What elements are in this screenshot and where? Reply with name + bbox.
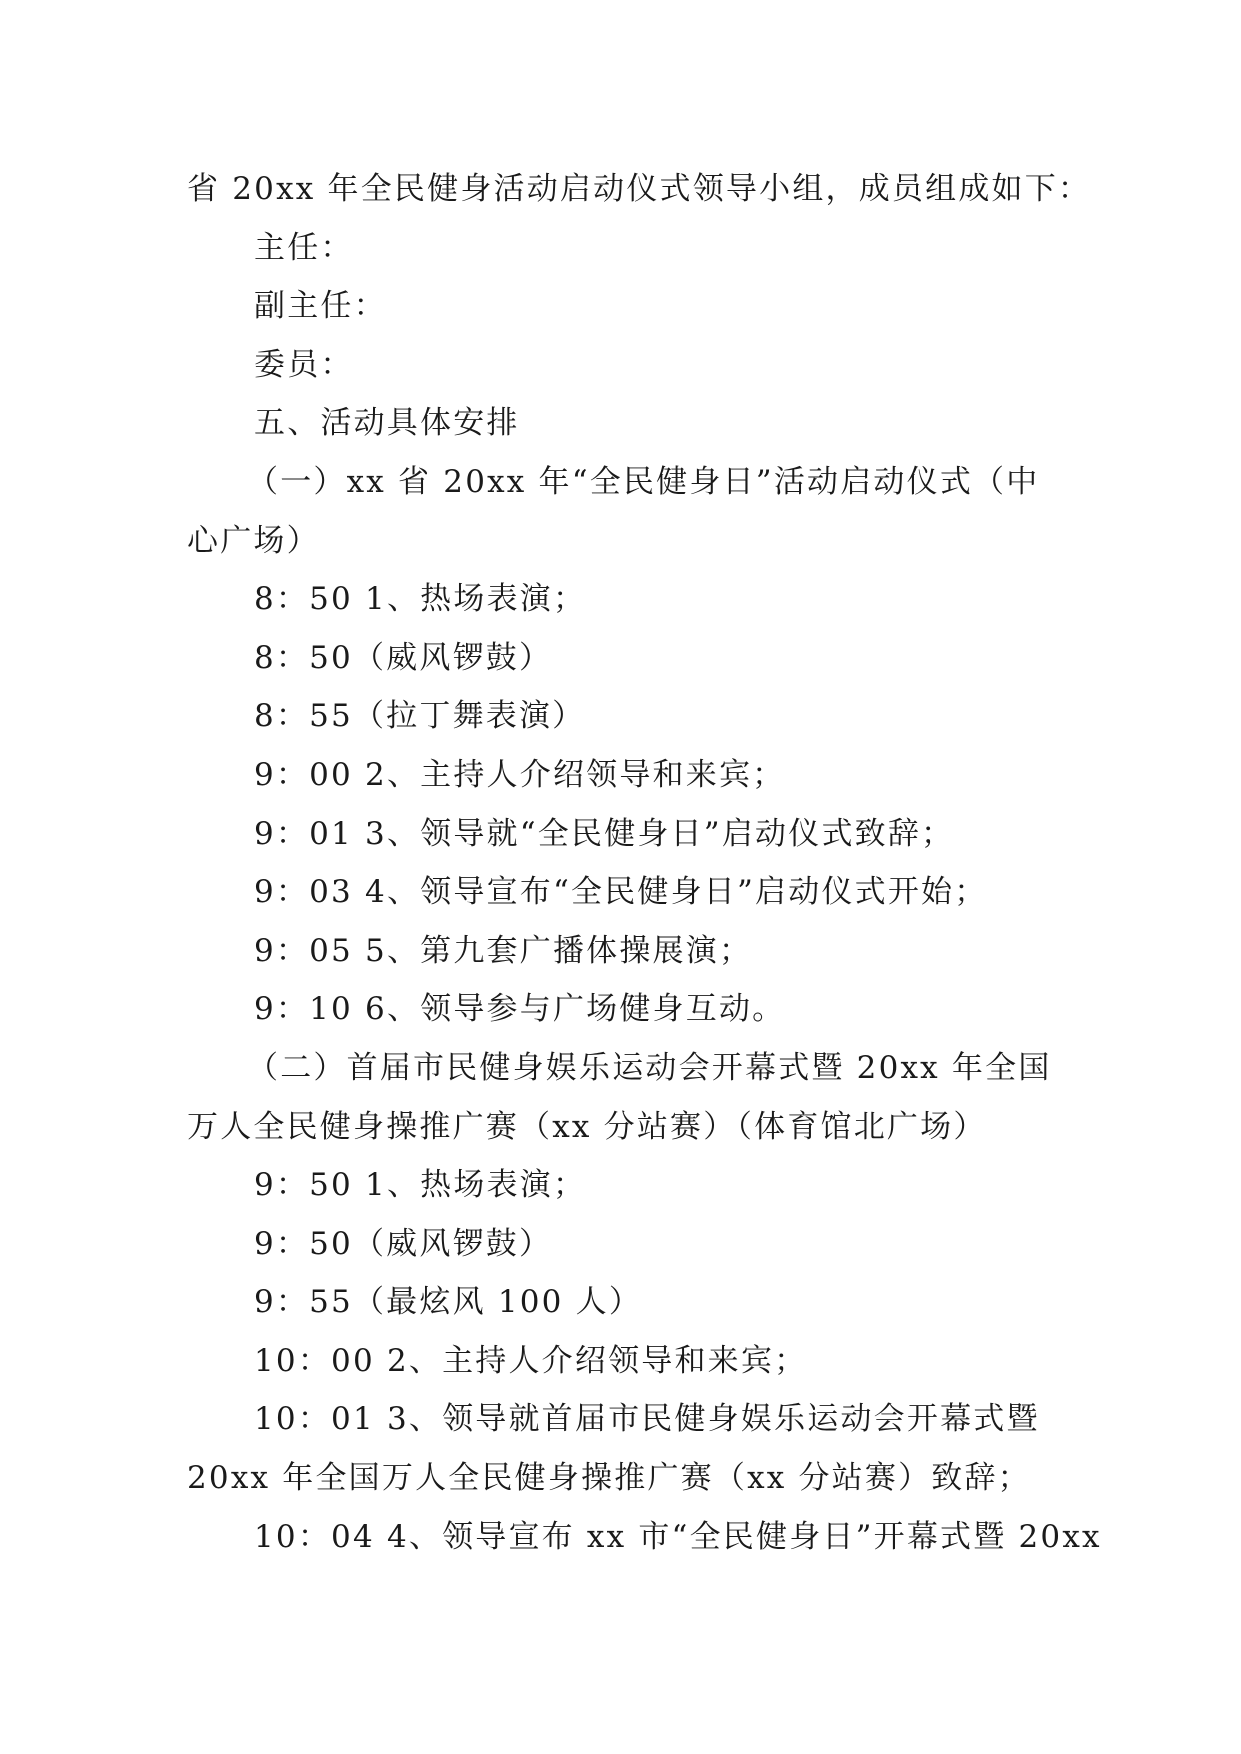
schedule-item: 9：50（威风锣鼓） [254, 1225, 553, 1262]
schedule-item: 9：05 5、第九套广播体操展演； [254, 932, 753, 969]
deputy-director-label: 副主任： [254, 288, 387, 325]
schedule-item: 8：55（拉丁舞表演） [254, 698, 586, 735]
schedule-item: 9：03 4、领导宣布“全民健身日”启动仪式开始； [254, 874, 988, 911]
schedule-item-continued: 20xx 年全国万人全民健身操推广赛（xx 分站赛）致辞； [187, 1460, 1031, 1497]
schedule-item: 9：10 6、领导参与广场健身互动。 [254, 991, 786, 1028]
director-label: 主任： [254, 229, 354, 266]
schedule-item: 10：04 4、领导宣布 xx 市“全民健身日”开幕式暨 20xx [254, 1518, 1102, 1555]
schedule-item: 8：50（威风锣鼓） [254, 639, 553, 676]
schedule-item: 9：55（最炫风 100 人） [254, 1284, 643, 1321]
schedule-item: 9：01 3、领导就“全民健身日”启动仪式致辞； [254, 815, 955, 852]
section-heading: 五、活动具体安排 [254, 405, 520, 442]
subsection-heading-1-continued: 心广场） [187, 522, 320, 559]
schedule-item: 10：01 3、领导就首届市民健身娱乐运动会开幕式暨 [254, 1401, 1040, 1438]
subsection-heading-2: （二）首届市民健身娱乐运动会开幕式暨 20xx 年全国 [247, 1049, 1052, 1086]
committee-member-label: 委员： [254, 346, 354, 383]
subsection-heading-2-continued: 万人全民健身操推广赛（xx 分站赛）（体育馆北广场） [187, 1108, 987, 1145]
subsection-heading-1: （一）xx 省 20xx 年“全民健身日”活动启动仪式（中 [247, 463, 1040, 500]
intro-paragraph: 省 20xx 年全民健身活动启动仪式领导小组，成员组成如下： [187, 171, 1092, 207]
schedule-item: 9：50 1、热场表演； [254, 1167, 587, 1204]
schedule-item: 10：00 2、主持人介绍领导和来宾； [254, 1342, 808, 1379]
document-body [187, 160, 1102, 1566]
schedule-item: 8：50 1、热场表演； [254, 581, 587, 618]
schedule-item: 9：00 2、主持人介绍领导和来宾； [254, 756, 786, 793]
